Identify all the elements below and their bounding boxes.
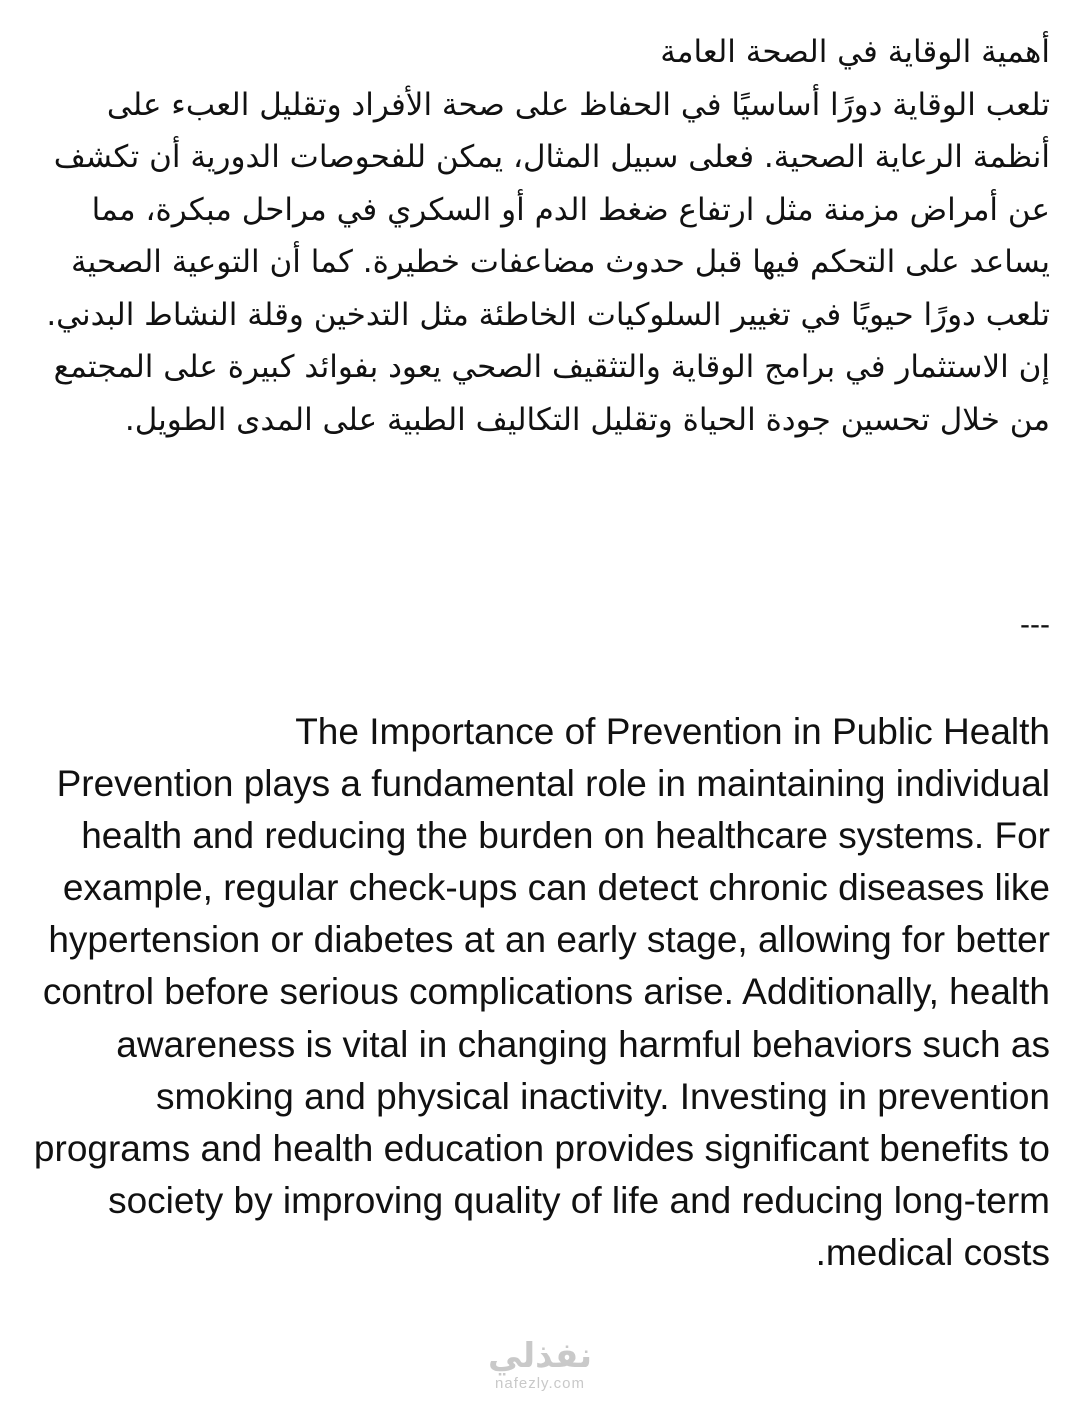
- arabic-title: أهمية الوقاية في الصحة العامة: [660, 34, 1050, 70]
- arabic-body: تلعب الوقاية دورًا أساسيًا في الحفاظ على صحة الأفراد وتقليل العبء على أنظمة الرعاية الصحية. فعلى سبيل المثال، يمكن للفحوصات الدورية أن تكشف عن أمراض مزمنة مثل ارتفاع ضغط الدم أو السكري في مراحل مبكرة، مما يساعد على التحكم فيها قبل حدوث مضاعفات خطيرة. كما أن التوعية الصحية تلعب دورًا حيويًا في تغيير السلوكيات الخاطئة مثل التدخين وقلة النشاط البدني. إن الاستثمار في برامج الوقاية والتثقيف الصحي يعود بفوائد كبيرة على المجتمع من خلال تحسين جودة الحياة وتقليل التكاليف الطبية على المدى الطويل.: [46, 86, 1050, 438]
- english-title: The Importance of Prevention in Public Health: [295, 711, 1050, 752]
- nafezly-watermark: [0, 1336, 1080, 1392]
- watermark-url: nafezly.com: [495, 1375, 585, 1392]
- english-body: Prevention plays a fundamental role in maintaining individual health and reducing the burden on healthcare systems. For example, regular check-ups can detect chronic diseases like hypertension or diabetes at an early stage, allowing for better control before serious complications arise. Additionally, health awareness is vital in changing harmful behaviors such as smoking and physical inactivity. Investing in prevention programs and health education provides significant benefits to society by improving quality of life and reducing long-term medical costs.: [33, 763, 1050, 1273]
- section-separator: ---: [1020, 608, 1050, 641]
- arabic-section: [36, 26, 1050, 446]
- watermark-logo: نفذلي: [487, 1336, 593, 1376]
- english-section: [30, 706, 1050, 1279]
